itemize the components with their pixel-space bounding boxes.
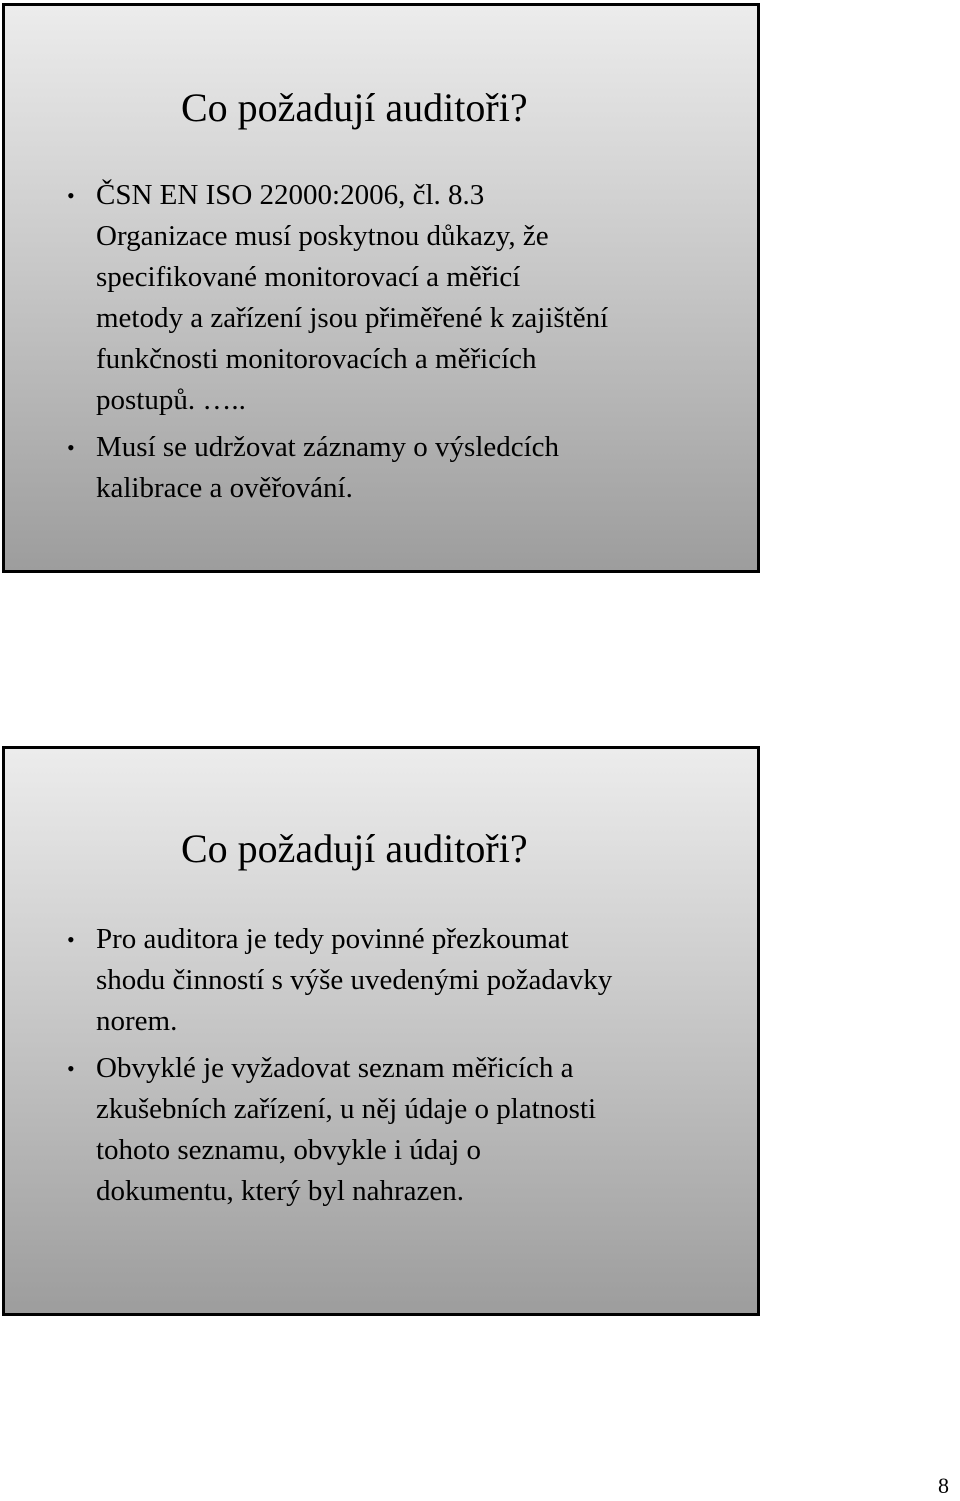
bullet-item (67, 175, 747, 421)
bullet-text-line: Organizace musí poskytnou důkazy, že (96, 220, 549, 252)
bullet-text-line: funkčnosti monitorovacích a měřicích (96, 343, 537, 375)
bullet-text-line: Pro auditora je tedy povinné přezkoumat (96, 923, 569, 955)
bullet-icon: • (67, 435, 75, 460)
bullet-list (67, 175, 747, 515)
bullet-text-line: ČSN EN ISO 22000:2006, čl. 8.3 (96, 179, 485, 211)
bullet-text-line: shodu činností s výše uvedenými požadavky (96, 964, 613, 996)
bullet-text-line: dokumentu, který byl nahrazen. (96, 1175, 465, 1207)
bullet-text-line: specifikované monitorovací a měřicí (96, 261, 521, 293)
bullet-text-line: kalibrace a ověřování. (96, 472, 353, 504)
bullet-text-line: tohoto seznamu, obvykle i údaj o (96, 1134, 481, 1166)
bullet-icon: • (67, 183, 75, 208)
bullet-text-line: zkušebních zařízení, u něj údaje o platnosti (96, 1093, 597, 1125)
bullet-item (67, 427, 747, 509)
bullet-item (67, 1048, 747, 1212)
slide-2 (2, 746, 760, 1316)
page-number: 8 (938, 1473, 949, 1498)
bullet-icon: • (67, 1056, 75, 1081)
bullet-list (67, 919, 747, 1218)
slide-title: Co požadují auditoři? (181, 826, 528, 871)
bullet-text-line: metody a zařízení jsou přiměřené k zajištění (96, 302, 609, 334)
bullet-text-line: Musí se udržovat záznamy o výsledcích (96, 431, 560, 463)
bullet-text-line: Obvyklé je vyžadovat seznam měřicích a (96, 1052, 574, 1084)
slide-title: Co požadují auditoři? (181, 85, 528, 130)
bullet-icon: • (67, 927, 75, 952)
bullet-text-line: norem. (96, 1005, 178, 1037)
slide-1 (2, 3, 760, 573)
bullet-text-line: postupů. ….. (96, 384, 246, 416)
bullet-item (67, 919, 747, 1042)
